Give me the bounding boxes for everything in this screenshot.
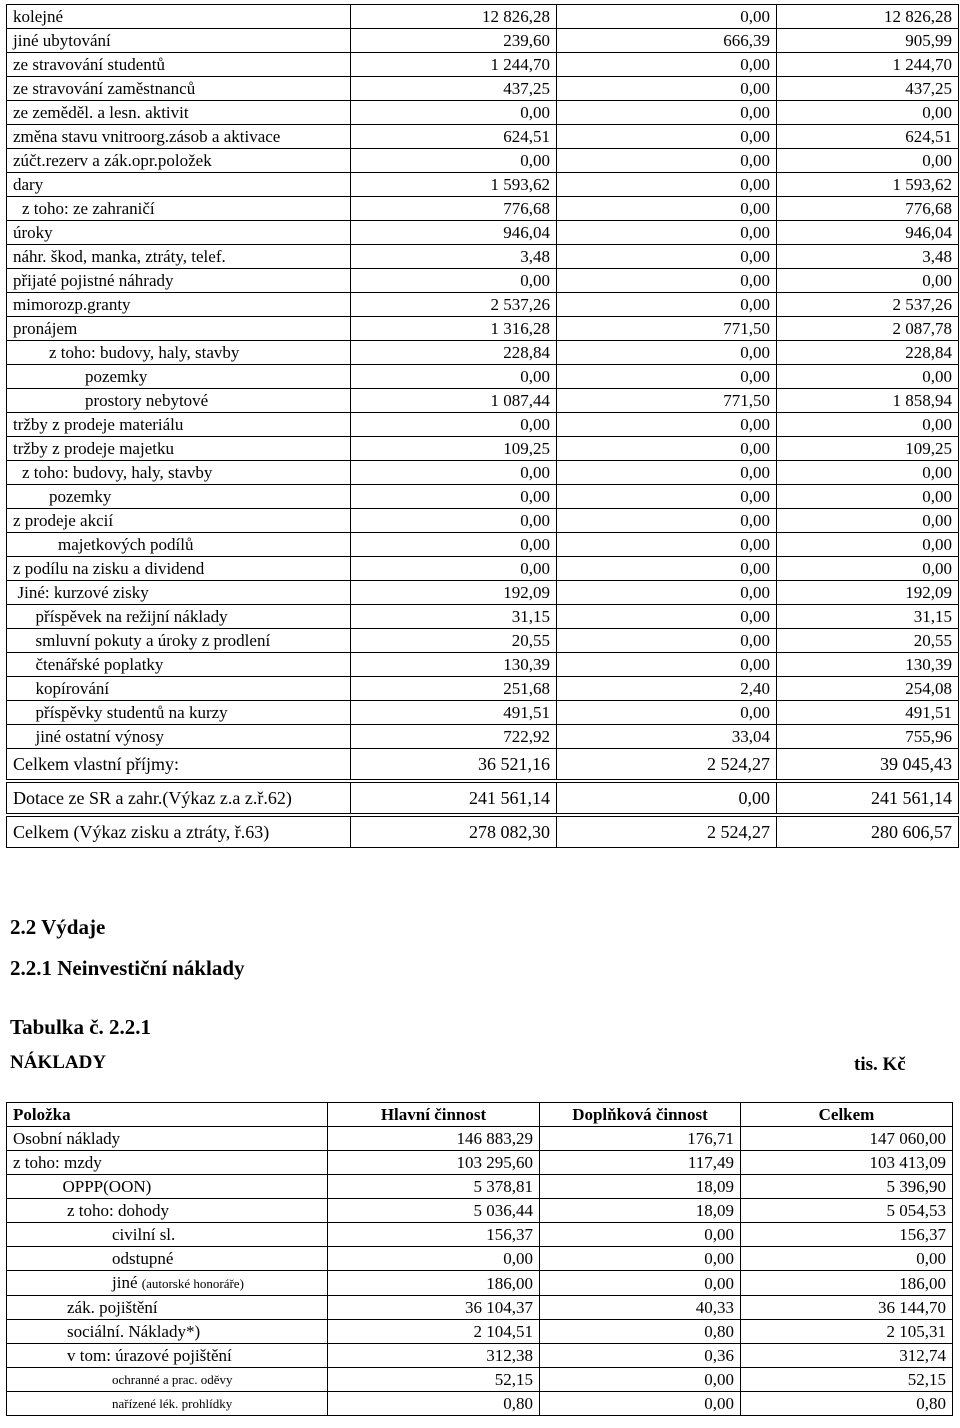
income-row bbox=[7, 605, 959, 629]
section-heading: 2.2 Výdaje bbox=[10, 915, 106, 939]
value-celkem: 20,55 bbox=[777, 629, 959, 653]
cost-row-label bbox=[7, 1151, 328, 1175]
cost-label-note: (autorské honoráře) bbox=[141, 1276, 244, 1291]
total-celkem: 280 606,57 bbox=[777, 817, 959, 848]
value-hlavni: 624,51 bbox=[351, 125, 557, 149]
value-celkem: 228,84 bbox=[777, 341, 959, 365]
value-celkem: 0,00 bbox=[777, 461, 959, 485]
total-label: Celkem (Výkaz zisku a ztráty, ř.63) bbox=[7, 817, 351, 848]
cost-doplnkova: 0,80 bbox=[540, 1320, 741, 1344]
value-doplnkova: 0,00 bbox=[557, 5, 777, 29]
value-celkem: 109,25 bbox=[777, 437, 959, 461]
value-celkem: 12 826,28 bbox=[777, 5, 959, 29]
cost-label-text: sociální. Náklady*) bbox=[67, 1322, 201, 1341]
value-doplnkova: 0,00 bbox=[557, 485, 777, 509]
cost-row-label bbox=[7, 1296, 328, 1320]
cost-celkem: 156,37 bbox=[741, 1223, 953, 1247]
income-row bbox=[7, 197, 959, 221]
cost-label-text: zák. pojištění bbox=[67, 1298, 158, 1317]
cost-celkem: 147 060,00 bbox=[741, 1127, 953, 1151]
cost-row bbox=[7, 1151, 953, 1175]
value-doplnkova: 0,00 bbox=[557, 509, 777, 533]
cost-row bbox=[7, 1392, 953, 1416]
row-label: kolejné bbox=[7, 5, 351, 29]
header-hlavni: Hlavní činnost bbox=[328, 1103, 540, 1127]
income-row bbox=[7, 581, 959, 605]
income-row bbox=[7, 125, 959, 149]
value-celkem: 0,00 bbox=[777, 101, 959, 125]
cost-celkem: 0,00 bbox=[741, 1247, 953, 1271]
value-doplnkova: 0,00 bbox=[557, 173, 777, 197]
cost-row bbox=[7, 1247, 953, 1271]
cost-row-label bbox=[7, 1368, 328, 1392]
value-hlavni: 109,25 bbox=[351, 437, 557, 461]
value-hlavni: 20,55 bbox=[351, 629, 557, 653]
income-row bbox=[7, 293, 959, 317]
row-label: jiné ubytování bbox=[7, 29, 351, 53]
value-celkem: 1 244,70 bbox=[777, 53, 959, 77]
income-row bbox=[7, 725, 959, 749]
cost-row bbox=[7, 1175, 953, 1199]
total-doplnkova: 2 524,27 bbox=[557, 817, 777, 848]
value-celkem: 254,08 bbox=[777, 677, 959, 701]
row-label: pronájem bbox=[7, 317, 351, 341]
value-hlavni: 491,51 bbox=[351, 701, 557, 725]
value-celkem: 776,68 bbox=[777, 197, 959, 221]
income-row bbox=[7, 173, 959, 197]
income-row bbox=[7, 509, 959, 533]
cost-label-text: ochranné a prac. oděvy bbox=[112, 1372, 233, 1387]
value-celkem: 437,25 bbox=[777, 77, 959, 101]
cost-row-label bbox=[7, 1175, 328, 1199]
value-hlavni: 3,48 bbox=[351, 245, 557, 269]
header-polozka: Položka bbox=[7, 1103, 328, 1127]
value-celkem: 2 087,78 bbox=[777, 317, 959, 341]
cost-hlavni: 5 378,81 bbox=[328, 1175, 540, 1199]
cost-row-label bbox=[7, 1127, 328, 1151]
income-row bbox=[7, 29, 959, 53]
cost-hlavni: 156,37 bbox=[328, 1223, 540, 1247]
row-label: změna stavu vnitroorg.zásob a aktivace bbox=[7, 125, 351, 149]
value-doplnkova: 0,00 bbox=[557, 605, 777, 629]
value-hlavni: 12 826,28 bbox=[351, 5, 557, 29]
value-celkem: 1 858,94 bbox=[777, 389, 959, 413]
row-label: ze stravování zaměstnanců bbox=[7, 77, 351, 101]
cost-hlavni: 0,00 bbox=[328, 1247, 540, 1271]
cost-row-label bbox=[7, 1223, 328, 1247]
row-label: příspěvky studentů na kurzy bbox=[7, 701, 351, 725]
row-label: z toho: budovy, haly, stavby bbox=[7, 461, 351, 485]
value-hlavni: 1 087,44 bbox=[351, 389, 557, 413]
income-row bbox=[7, 77, 959, 101]
table-title: Tabulka č. 2.2.1 bbox=[10, 1015, 152, 1039]
cost-label-text: z toho: dohody bbox=[67, 1201, 169, 1220]
cost-row bbox=[7, 1368, 953, 1392]
value-doplnkova: 771,50 bbox=[557, 317, 777, 341]
total-celkem: 39 045,43 bbox=[777, 749, 959, 780]
income-row bbox=[7, 413, 959, 437]
income-row bbox=[7, 101, 959, 125]
total-hlavni: 278 082,30 bbox=[351, 817, 557, 848]
value-doplnkova: 0,00 bbox=[557, 245, 777, 269]
value-doplnkova: 33,04 bbox=[557, 725, 777, 749]
row-label: přijaté pojistné náhrady bbox=[7, 269, 351, 293]
cost-hlavni: 186,00 bbox=[328, 1271, 540, 1296]
value-hlavni: 239,60 bbox=[351, 29, 557, 53]
total-doplnkova: 2 524,27 bbox=[557, 749, 777, 780]
cost-doplnkova: 40,33 bbox=[540, 1296, 741, 1320]
cost-doplnkova: 18,09 bbox=[540, 1199, 741, 1223]
total-label: Dotace ze SR a zahr.(Výkaz z.a z.ř.62) bbox=[7, 783, 351, 814]
value-celkem: 1 593,62 bbox=[777, 173, 959, 197]
value-doplnkova: 0,00 bbox=[557, 581, 777, 605]
cost-table bbox=[6, 1102, 953, 1416]
cost-doplnkova: 117,49 bbox=[540, 1151, 741, 1175]
cost-doplnkova: 0,00 bbox=[540, 1368, 741, 1392]
income-row bbox=[7, 437, 959, 461]
value-doplnkova: 0,00 bbox=[557, 125, 777, 149]
row-label: ze zeměděl. a lesn. aktivit bbox=[7, 101, 351, 125]
value-hlavni: 1 593,62 bbox=[351, 173, 557, 197]
cost-celkem: 103 413,09 bbox=[741, 1151, 953, 1175]
value-hlavni: 0,00 bbox=[351, 101, 557, 125]
value-doplnkova: 2,40 bbox=[557, 677, 777, 701]
income-row bbox=[7, 149, 959, 173]
income-total-row bbox=[7, 817, 959, 848]
cost-row-label bbox=[7, 1271, 328, 1296]
value-hlavni: 946,04 bbox=[351, 221, 557, 245]
cost-celkem: 312,74 bbox=[741, 1344, 953, 1368]
cost-label-text: Osobní náklady bbox=[13, 1129, 121, 1148]
value-hlavni: 0,00 bbox=[351, 365, 557, 389]
value-doplnkova: 0,00 bbox=[557, 461, 777, 485]
value-celkem: 624,51 bbox=[777, 125, 959, 149]
cost-label-text: jiné bbox=[112, 1273, 138, 1292]
value-doplnkova: 0,00 bbox=[557, 629, 777, 653]
value-doplnkova: 0,00 bbox=[557, 653, 777, 677]
cost-hlavni: 146 883,29 bbox=[328, 1127, 540, 1151]
cost-label-text: odstupné bbox=[112, 1249, 174, 1268]
cost-row bbox=[7, 1127, 953, 1151]
cost-row-label bbox=[7, 1199, 328, 1223]
value-hlavni: 228,84 bbox=[351, 341, 557, 365]
value-doplnkova: 771,50 bbox=[557, 389, 777, 413]
cost-row bbox=[7, 1223, 953, 1247]
value-hlavni: 1 244,70 bbox=[351, 53, 557, 77]
row-label: Jiné: kurzové zisky bbox=[7, 581, 351, 605]
cost-doplnkova: 0,36 bbox=[540, 1344, 741, 1368]
value-hlavni: 722,92 bbox=[351, 725, 557, 749]
value-doplnkova: 0,00 bbox=[557, 341, 777, 365]
income-row bbox=[7, 365, 959, 389]
income-row bbox=[7, 557, 959, 581]
row-label: z podílu na zisku a dividend bbox=[7, 557, 351, 581]
unit-label: tis. Kč bbox=[854, 1054, 906, 1075]
income-row bbox=[7, 653, 959, 677]
row-label: pozemky bbox=[7, 485, 351, 509]
cost-celkem: 2 105,31 bbox=[741, 1320, 953, 1344]
value-celkem: 491,51 bbox=[777, 701, 959, 725]
cost-hlavni: 312,38 bbox=[328, 1344, 540, 1368]
cost-row bbox=[7, 1199, 953, 1223]
cost-hlavni: 0,80 bbox=[328, 1392, 540, 1416]
total-doplnkova: 0,00 bbox=[557, 783, 777, 814]
value-hlavni: 0,00 bbox=[351, 461, 557, 485]
value-hlavni: 0,00 bbox=[351, 509, 557, 533]
cost-hlavni: 103 295,60 bbox=[328, 1151, 540, 1175]
value-hlavni: 1 316,28 bbox=[351, 317, 557, 341]
value-doplnkova: 0,00 bbox=[557, 269, 777, 293]
value-hlavni: 130,39 bbox=[351, 653, 557, 677]
cost-doplnkova: 0,00 bbox=[540, 1392, 741, 1416]
cost-doplnkova: 0,00 bbox=[540, 1223, 741, 1247]
value-celkem: 2 537,26 bbox=[777, 293, 959, 317]
income-row bbox=[7, 701, 959, 725]
value-hlavni: 776,68 bbox=[351, 197, 557, 221]
row-label: dary bbox=[7, 173, 351, 197]
header-celkem: Celkem bbox=[741, 1103, 953, 1127]
total-hlavni: 36 521,16 bbox=[351, 749, 557, 780]
value-celkem: 0,00 bbox=[777, 269, 959, 293]
value-celkem: 0,00 bbox=[777, 365, 959, 389]
cost-row-label bbox=[7, 1392, 328, 1416]
value-celkem: 0,00 bbox=[777, 557, 959, 581]
value-hlavni: 31,15 bbox=[351, 605, 557, 629]
cost-celkem: 52,15 bbox=[741, 1368, 953, 1392]
value-celkem: 3,48 bbox=[777, 245, 959, 269]
row-label: ze stravování studentů bbox=[7, 53, 351, 77]
row-label: čtenářské poplatky bbox=[7, 653, 351, 677]
income-row bbox=[7, 677, 959, 701]
value-doplnkova: 0,00 bbox=[557, 293, 777, 317]
value-celkem: 755,96 bbox=[777, 725, 959, 749]
value-hlavni: 0,00 bbox=[351, 485, 557, 509]
income-table bbox=[6, 4, 959, 848]
cost-label-text: OPPP(OON) bbox=[62, 1177, 152, 1196]
cost-hlavni: 2 104,51 bbox=[328, 1320, 540, 1344]
value-hlavni: 251,68 bbox=[351, 677, 557, 701]
cost-celkem: 0,80 bbox=[741, 1392, 953, 1416]
value-doplnkova: 0,00 bbox=[557, 437, 777, 461]
total-hlavni: 241 561,14 bbox=[351, 783, 557, 814]
value-doplnkova: 0,00 bbox=[557, 221, 777, 245]
value-doplnkova: 0,00 bbox=[557, 149, 777, 173]
income-table-body bbox=[7, 5, 959, 848]
row-label: zúčt.rezerv a zák.opr.položek bbox=[7, 149, 351, 173]
cost-table-body bbox=[7, 1103, 953, 1416]
value-hlavni: 0,00 bbox=[351, 413, 557, 437]
cost-label-text: civilní sl. bbox=[112, 1225, 176, 1244]
cost-label-text: nařízené lék. prohlídky bbox=[112, 1396, 233, 1411]
cost-row bbox=[7, 1320, 953, 1344]
income-row bbox=[7, 5, 959, 29]
row-label: smluvní pokuty a úroky z prodlení bbox=[7, 629, 351, 653]
cost-row bbox=[7, 1271, 953, 1296]
cost-doplnkova: 0,00 bbox=[540, 1271, 741, 1296]
row-label: jiné ostatní výnosy bbox=[7, 725, 351, 749]
row-label: náhr. škod, manka, ztráty, telef. bbox=[7, 245, 351, 269]
value-celkem: 905,99 bbox=[777, 29, 959, 53]
value-doplnkova: 0,00 bbox=[557, 413, 777, 437]
cost-row-label bbox=[7, 1247, 328, 1271]
value-doplnkova: 0,00 bbox=[557, 365, 777, 389]
value-doplnkova: 0,00 bbox=[557, 197, 777, 221]
row-label: majetkových podílů bbox=[7, 533, 351, 557]
row-label: pozemky bbox=[7, 365, 351, 389]
table-name: NÁKLADY bbox=[10, 1052, 107, 1073]
total-label: Celkem vlastní příjmy: bbox=[7, 749, 351, 780]
cost-hlavni: 52,15 bbox=[328, 1368, 540, 1392]
cost-doplnkova: 0,00 bbox=[540, 1247, 741, 1271]
value-hlavni: 2 537,26 bbox=[351, 293, 557, 317]
value-celkem: 0,00 bbox=[777, 149, 959, 173]
cost-doplnkova: 18,09 bbox=[540, 1175, 741, 1199]
income-row bbox=[7, 341, 959, 365]
cost-celkem: 36 144,70 bbox=[741, 1296, 953, 1320]
cost-row-label bbox=[7, 1320, 328, 1344]
value-celkem: 0,00 bbox=[777, 509, 959, 533]
income-row bbox=[7, 53, 959, 77]
value-celkem: 192,09 bbox=[777, 581, 959, 605]
value-doplnkova: 0,00 bbox=[557, 557, 777, 581]
value-celkem: 0,00 bbox=[777, 413, 959, 437]
income-row bbox=[7, 245, 959, 269]
income-row bbox=[7, 461, 959, 485]
cost-hlavni: 36 104,37 bbox=[328, 1296, 540, 1320]
value-doplnkova: 666,39 bbox=[557, 29, 777, 53]
value-hlavni: 0,00 bbox=[351, 557, 557, 581]
row-label: příspěvek na režijní náklady bbox=[7, 605, 351, 629]
income-row bbox=[7, 485, 959, 509]
income-row bbox=[7, 269, 959, 293]
row-label: z toho: budovy, haly, stavby bbox=[7, 341, 351, 365]
cost-row-label bbox=[7, 1344, 328, 1368]
value-doplnkova: 0,00 bbox=[557, 701, 777, 725]
value-celkem: 0,00 bbox=[777, 533, 959, 557]
value-hlavni: 437,25 bbox=[351, 77, 557, 101]
cost-header-row bbox=[7, 1103, 953, 1127]
value-doplnkova: 0,00 bbox=[557, 53, 777, 77]
row-label: mimorozp.granty bbox=[7, 293, 351, 317]
row-label: tržby z prodeje majetku bbox=[7, 437, 351, 461]
subsection-heading: 2.2.1 Neinvestiční náklady bbox=[10, 956, 245, 980]
cost-celkem: 186,00 bbox=[741, 1271, 953, 1296]
value-doplnkova: 0,00 bbox=[557, 77, 777, 101]
value-hlavni: 0,00 bbox=[351, 533, 557, 557]
cost-hlavni: 5 036,44 bbox=[328, 1199, 540, 1223]
value-doplnkova: 0,00 bbox=[557, 533, 777, 557]
row-label: úroky bbox=[7, 221, 351, 245]
value-hlavni: 192,09 bbox=[351, 581, 557, 605]
cost-label-text: v tom: úrazové pojištění bbox=[67, 1346, 232, 1365]
income-row bbox=[7, 221, 959, 245]
row-label: prostory nebytové bbox=[7, 389, 351, 413]
cost-label-text: z toho: mzdy bbox=[13, 1153, 102, 1172]
cost-celkem: 5 396,90 bbox=[741, 1175, 953, 1199]
row-label: tržby z prodeje materiálu bbox=[7, 413, 351, 437]
total-celkem: 241 561,14 bbox=[777, 783, 959, 814]
income-total-row bbox=[7, 783, 959, 814]
value-celkem: 0,00 bbox=[777, 485, 959, 509]
income-total-row bbox=[7, 749, 959, 780]
value-celkem: 946,04 bbox=[777, 221, 959, 245]
cost-row bbox=[7, 1344, 953, 1368]
row-label: z toho: ze zahraničí bbox=[7, 197, 351, 221]
income-row bbox=[7, 317, 959, 341]
value-celkem: 31,15 bbox=[777, 605, 959, 629]
header-doplnkova: Doplňková činnost bbox=[540, 1103, 741, 1127]
income-row bbox=[7, 533, 959, 557]
income-row bbox=[7, 389, 959, 413]
row-label: z prodeje akcií bbox=[7, 509, 351, 533]
cost-doplnkova: 176,71 bbox=[540, 1127, 741, 1151]
row-label: kopírování bbox=[7, 677, 351, 701]
income-row bbox=[7, 629, 959, 653]
value-hlavni: 0,00 bbox=[351, 269, 557, 293]
value-hlavni: 0,00 bbox=[351, 149, 557, 173]
cost-celkem: 5 054,53 bbox=[741, 1199, 953, 1223]
value-celkem: 130,39 bbox=[777, 653, 959, 677]
cost-row bbox=[7, 1296, 953, 1320]
value-doplnkova: 0,00 bbox=[557, 101, 777, 125]
